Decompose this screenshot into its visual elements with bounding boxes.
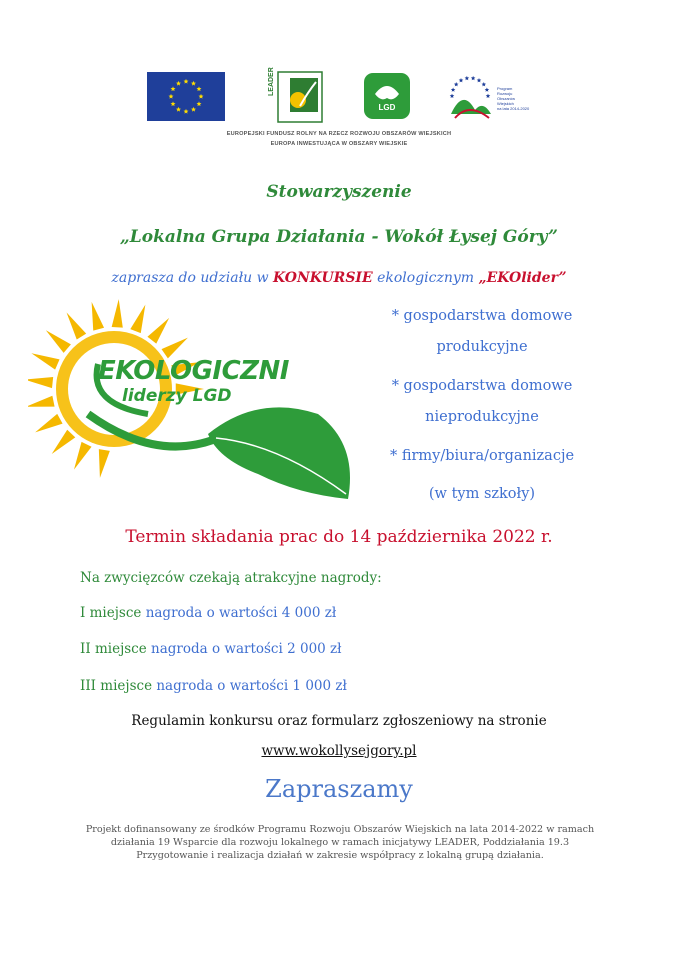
invite-name: „EKOlider”: [478, 270, 567, 286]
prize-place: III miejsce: [80, 678, 153, 694]
eu-flag-logo: [147, 72, 225, 121]
invite-mid: ekologicznym: [372, 270, 479, 286]
prizes-intro: Na zwycięzców czekają atrakcyjne nagrody:: [80, 570, 382, 586]
eu-star-icon: [176, 107, 181, 112]
sun-ray-icon: [46, 330, 71, 353]
eu-star-icon: [199, 94, 204, 99]
prize-place: II miejsce: [80, 641, 147, 657]
category-2b: nieprodukcyjne: [425, 409, 539, 425]
prow-star-icon: [485, 87, 490, 91]
eu-star-icon: [171, 101, 176, 106]
website-link[interactable]: www.wokollysejgory.pl: [261, 743, 417, 759]
eu-star-icon: [191, 107, 196, 112]
funding-footer: Projekt dofinansowany ze środków Programu Rozwoju Obszarów Wiejskich na lata 2014-2022 w ramach działania 19 Wsparcie dla rozwoju lokalnego w ramach inicjatywy LEADER, Poddziałania 19.3 Przygotowanie i realizacja działań w zakresie współpracy z lokalną grupą działania.: [85, 824, 595, 861]
category-1b: produkcyjne: [436, 339, 528, 355]
org-title: Stowarzyszenie: [266, 182, 412, 202]
prow-star-icon: [454, 82, 459, 86]
invite-contest: KONKURSIE: [273, 270, 373, 286]
prow-star-icon: [459, 78, 464, 82]
org-name: „Lokalna Grupa Działania - Wokół Łysej Góry”: [120, 227, 558, 247]
fund-line-2: EUROPA INWESTUJĄCA W OBSZARY WIEJSKIE: [270, 141, 408, 147]
eu-star-icon: [176, 81, 181, 86]
closing-text: Zapraszamy: [265, 775, 413, 803]
sun-ray-icon: [67, 313, 87, 340]
eu-star-icon: [197, 101, 202, 106]
prow-text: Program Rozwoju Obszarów Wiejskich na lata 2014-2020: [497, 86, 530, 111]
sun-ray-icon: [130, 305, 145, 333]
leader-text: LEADER: [268, 67, 275, 96]
eu-stars-icon: [147, 72, 225, 121]
sun-ray-icon: [92, 302, 104, 331]
prize-row: [80, 605, 336, 621]
prize-place: I miejsce: [80, 605, 146, 621]
prow-star-icon: [482, 82, 487, 86]
sun-ray-icon: [74, 442, 92, 470]
lgd-text: LGD: [378, 103, 396, 112]
sun-ray-icon: [28, 377, 53, 388]
lgd-logo: [363, 72, 411, 120]
sun-ray-icon: [52, 430, 76, 454]
eko-graphic-line2: liderzy LGD: [122, 386, 232, 406]
fund-line-1: EUROPEJSKI FUNDUSZ ROLNY NA RZECZ ROZWOJU OBSZARÓW WIEJSKICH: [226, 131, 452, 137]
category-3b: (w tym szkoły): [428, 486, 536, 502]
prize-value: nagroda o wartości 1 000 zł: [156, 678, 347, 694]
sun-ray-icon: [147, 318, 169, 344]
invite-prefix: zaprasza do udziału w: [111, 270, 274, 286]
prow-star-icon: [450, 94, 455, 98]
eu-star-icon: [171, 86, 176, 91]
prow-star-icon: [477, 78, 482, 82]
eu-star-icon: [191, 81, 196, 86]
prow-star-icon: [465, 76, 470, 80]
deadline-text: Termin składania prac do 14 października 2022 r.: [125, 527, 553, 547]
prize-value: nagroda o wartości 4 000 zł: [145, 605, 337, 621]
eko-graphic-line1: EKOLOGICZNI: [98, 356, 289, 386]
prize-row: [80, 678, 347, 694]
category-3a: * firmy/biura/organizacje: [389, 448, 575, 464]
category-2a: * gospodarstwa domowe: [391, 378, 573, 394]
invite-line: [0, 270, 678, 286]
prow-logo: [445, 70, 535, 126]
eu-star-icon: [197, 86, 202, 91]
prize-value: nagroda o wartości 2 000 zł: [151, 641, 342, 657]
sun-ray-icon: [112, 299, 123, 328]
eu-star-icon: [169, 94, 174, 99]
prow-star-icon: [486, 94, 491, 98]
eko-graphic: [28, 294, 358, 504]
sun-ray-icon: [99, 449, 110, 478]
sun-ray-icon: [35, 414, 62, 432]
prize-row: [80, 641, 342, 657]
prow-star-icon: [471, 76, 476, 80]
eu-star-icon: [184, 79, 189, 84]
sun-ray-icon: [31, 353, 59, 369]
leader-logo: [268, 67, 326, 124]
sun-ray-icon: [28, 396, 55, 407]
category-1a: * gospodarstwa domowe: [391, 308, 573, 324]
rules-text: Regulamin konkursu oraz formularz zgłoszeniowy na stronie: [131, 713, 547, 729]
eu-star-icon: [184, 109, 189, 114]
prow-star-icon: [451, 87, 456, 91]
